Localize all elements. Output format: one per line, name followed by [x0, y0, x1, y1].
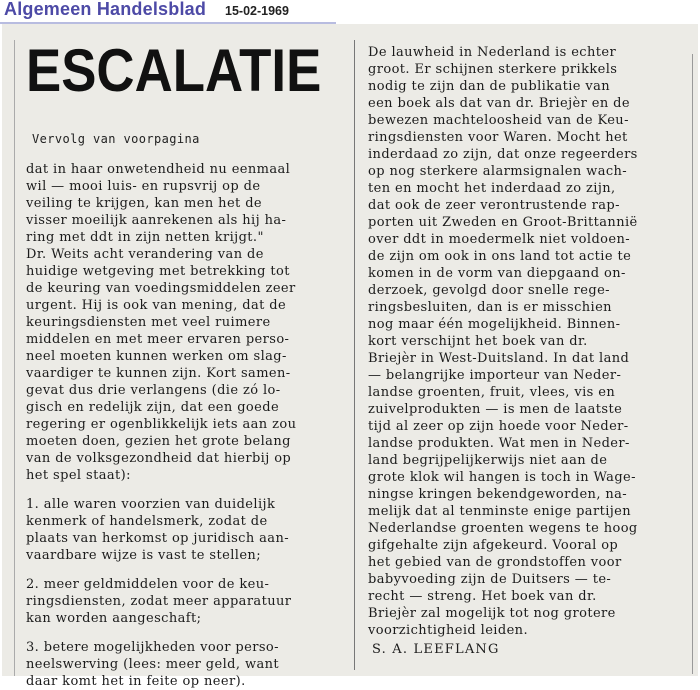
paragraph-gap	[26, 627, 338, 639]
article-headline: ESCALATIE	[26, 37, 322, 104]
text-line: bewezen machteloosheid van de Keu-	[368, 113, 629, 128]
text-line: moeten doen, gezien het grote belang	[26, 434, 291, 449]
text-line: melijk dat al tenminste enige partijen	[368, 504, 632, 519]
text-line: ten en mocht het inderdaad zo zijn,	[368, 181, 616, 196]
text-line: Briejèr zal mogelijk tot nog grotere	[368, 606, 616, 621]
text-line: neel moeten kunnen werken om slag-	[26, 349, 287, 364]
text-line: het gebied van de grondstoffen voor	[368, 555, 622, 570]
text-line: kan worden aangeschaft;	[26, 611, 202, 626]
column-divider	[354, 40, 355, 670]
left-body-text	[26, 161, 338, 484]
text-line: ringsdiensten voor Waren. Mocht het	[368, 130, 628, 145]
demands-list	[26, 484, 338, 690]
text-line: 1. alle waren voorzien van duidelijk	[26, 497, 276, 512]
text-line: nog maar één mogelijkheid. Binnen-	[368, 317, 621, 332]
right-border-rule	[692, 54, 693, 674]
text-line: Nederlandse groenten wegens te hoog	[368, 521, 638, 536]
newspaper-header	[0, 0, 336, 24]
text-line: ring met ddt in zijn netten krijgt."	[26, 230, 264, 245]
text-line: regering er ogenblikkelijk iets aan zou	[26, 417, 297, 432]
text-line: vaardiger te kunnen zijn. Kort samen-	[26, 366, 291, 381]
text-line: dat ook de zeer verontrustende rap-	[368, 198, 620, 213]
text-line: visser moeilijk aanrekenen als hij ha-	[26, 213, 287, 228]
text-line: babyvoeding zijn de Duitsers — te-	[368, 572, 612, 587]
text-line: daar komt het in feite op neer).	[26, 674, 246, 689]
text-line: dat in haar onwetendheid nu eenmaal	[26, 162, 291, 177]
text-line: kort verschijnt het boek van dr.	[368, 334, 588, 349]
text-line: — belangrijke importeur van Neder-	[368, 368, 622, 383]
right-body-text	[368, 44, 684, 639]
text-line: het spel staat):	[26, 468, 131, 483]
text-line: landse groenten, fruit, vlees, vis en	[368, 385, 616, 400]
author-signature: S. A. LEEFLANG	[372, 642, 500, 657]
paragraph-gap	[26, 484, 338, 496]
right-column	[368, 44, 684, 658]
left-column	[26, 161, 338, 690]
text-line: recht — streng. Het boek van dr.	[368, 589, 597, 604]
text-line: ringsbesluiten, dan is er misschien	[368, 300, 612, 315]
text-line: grote klok wil hangen is toch in Wage-	[368, 470, 636, 485]
text-line: gisch en redelijk zijn, dat een goede	[26, 400, 280, 415]
text-line: inderdaad zo zijn, dat onze regeerders	[368, 147, 638, 162]
continuation-note: Vervolg van voorpagina	[32, 132, 200, 146]
text-line: groot. Er schijnen sterkere prikkels	[368, 62, 618, 77]
text-line: voorzichtigheid leiden.	[368, 623, 528, 638]
text-line: Dr. Weits acht verandering van de	[26, 247, 264, 262]
text-line: porten uit Zweden en Groot-Brittannië	[368, 215, 638, 230]
text-line: nodig te zijn dan de publikatie van	[368, 79, 611, 94]
text-line: over ddt in moedermelk niet voldoen-	[368, 232, 631, 247]
newspaper-clipping	[2, 24, 698, 689]
text-line: landse produkten. Wat men in Neder-	[368, 436, 630, 451]
publication-date: 15-02-1969	[225, 4, 289, 18]
text-line: plaats van herkomst op juridisch aan-	[26, 531, 290, 546]
text-line: De lauwheid in Nederland is echter	[368, 45, 617, 60]
text-line: Briejèr in West-Duitsland. In dat land	[368, 351, 630, 366]
text-line: tijd al zeer op zijn hoede voor Neder-	[368, 419, 629, 434]
text-line: kenmerk of handelsmerk, zodat de	[26, 514, 268, 529]
text-line: keuringsdiensten met veel ruimere	[26, 315, 271, 330]
text-line: een boek als dat van dr. Briejèr en de	[368, 96, 630, 111]
text-line: land begrijpelijkerwijs niet aan de	[368, 453, 608, 468]
text-line: veiling te krijgen, kan men het de	[26, 196, 263, 211]
text-line: neelswerving (lees: meer geld, want	[26, 657, 280, 672]
text-line: de keuring van voedingsmiddelen zeer	[26, 281, 296, 296]
text-line: wil — mooi luis- en rupsvrij op de	[26, 179, 261, 194]
list-item	[26, 576, 338, 627]
text-line: de zijn om ook in ons land tot actie te	[368, 249, 632, 264]
paragraph-gap	[26, 564, 338, 576]
text-line: derzoek, gevolgd door snelle rege-	[368, 283, 610, 298]
left-border-rule	[14, 40, 15, 676]
text-line: middelen en met meer ervaren perso-	[26, 332, 290, 347]
text-line: gevat dus drie verlangens (die zó lo-	[26, 383, 281, 398]
text-line: op nog sterkere alarmsignalen wach-	[368, 164, 628, 179]
text-line: ringsdiensten, zodat meer apparatuur	[26, 594, 292, 609]
text-line: huidige wetgeving met betrekking tot	[26, 264, 290, 279]
text-line: 2. meer geldmiddelen voor de keu-	[26, 577, 270, 592]
text-line: urgent. Hij is ook van mening, dat de	[26, 298, 287, 313]
text-line: 3. betere mogelijkheden voor perso-	[26, 640, 279, 655]
text-line: vaardbare wijze is vast te stellen;	[26, 548, 261, 563]
text-line: zuivelprodukten — is men de laatste	[368, 402, 623, 417]
newspaper-name: Algemeen Handelsblad	[4, 0, 207, 19]
text-line: ningse kringen bekendgeworden, na-	[368, 487, 628, 502]
text-line: komen in de vorm van diepgaand on-	[368, 266, 626, 281]
list-item	[26, 496, 338, 564]
list-item	[26, 639, 338, 690]
text-line: gifgehalte zijn afgekeurd. Vooral op	[368, 538, 619, 553]
text-line: van de volksgezondheid dat hierbij op	[26, 451, 292, 466]
